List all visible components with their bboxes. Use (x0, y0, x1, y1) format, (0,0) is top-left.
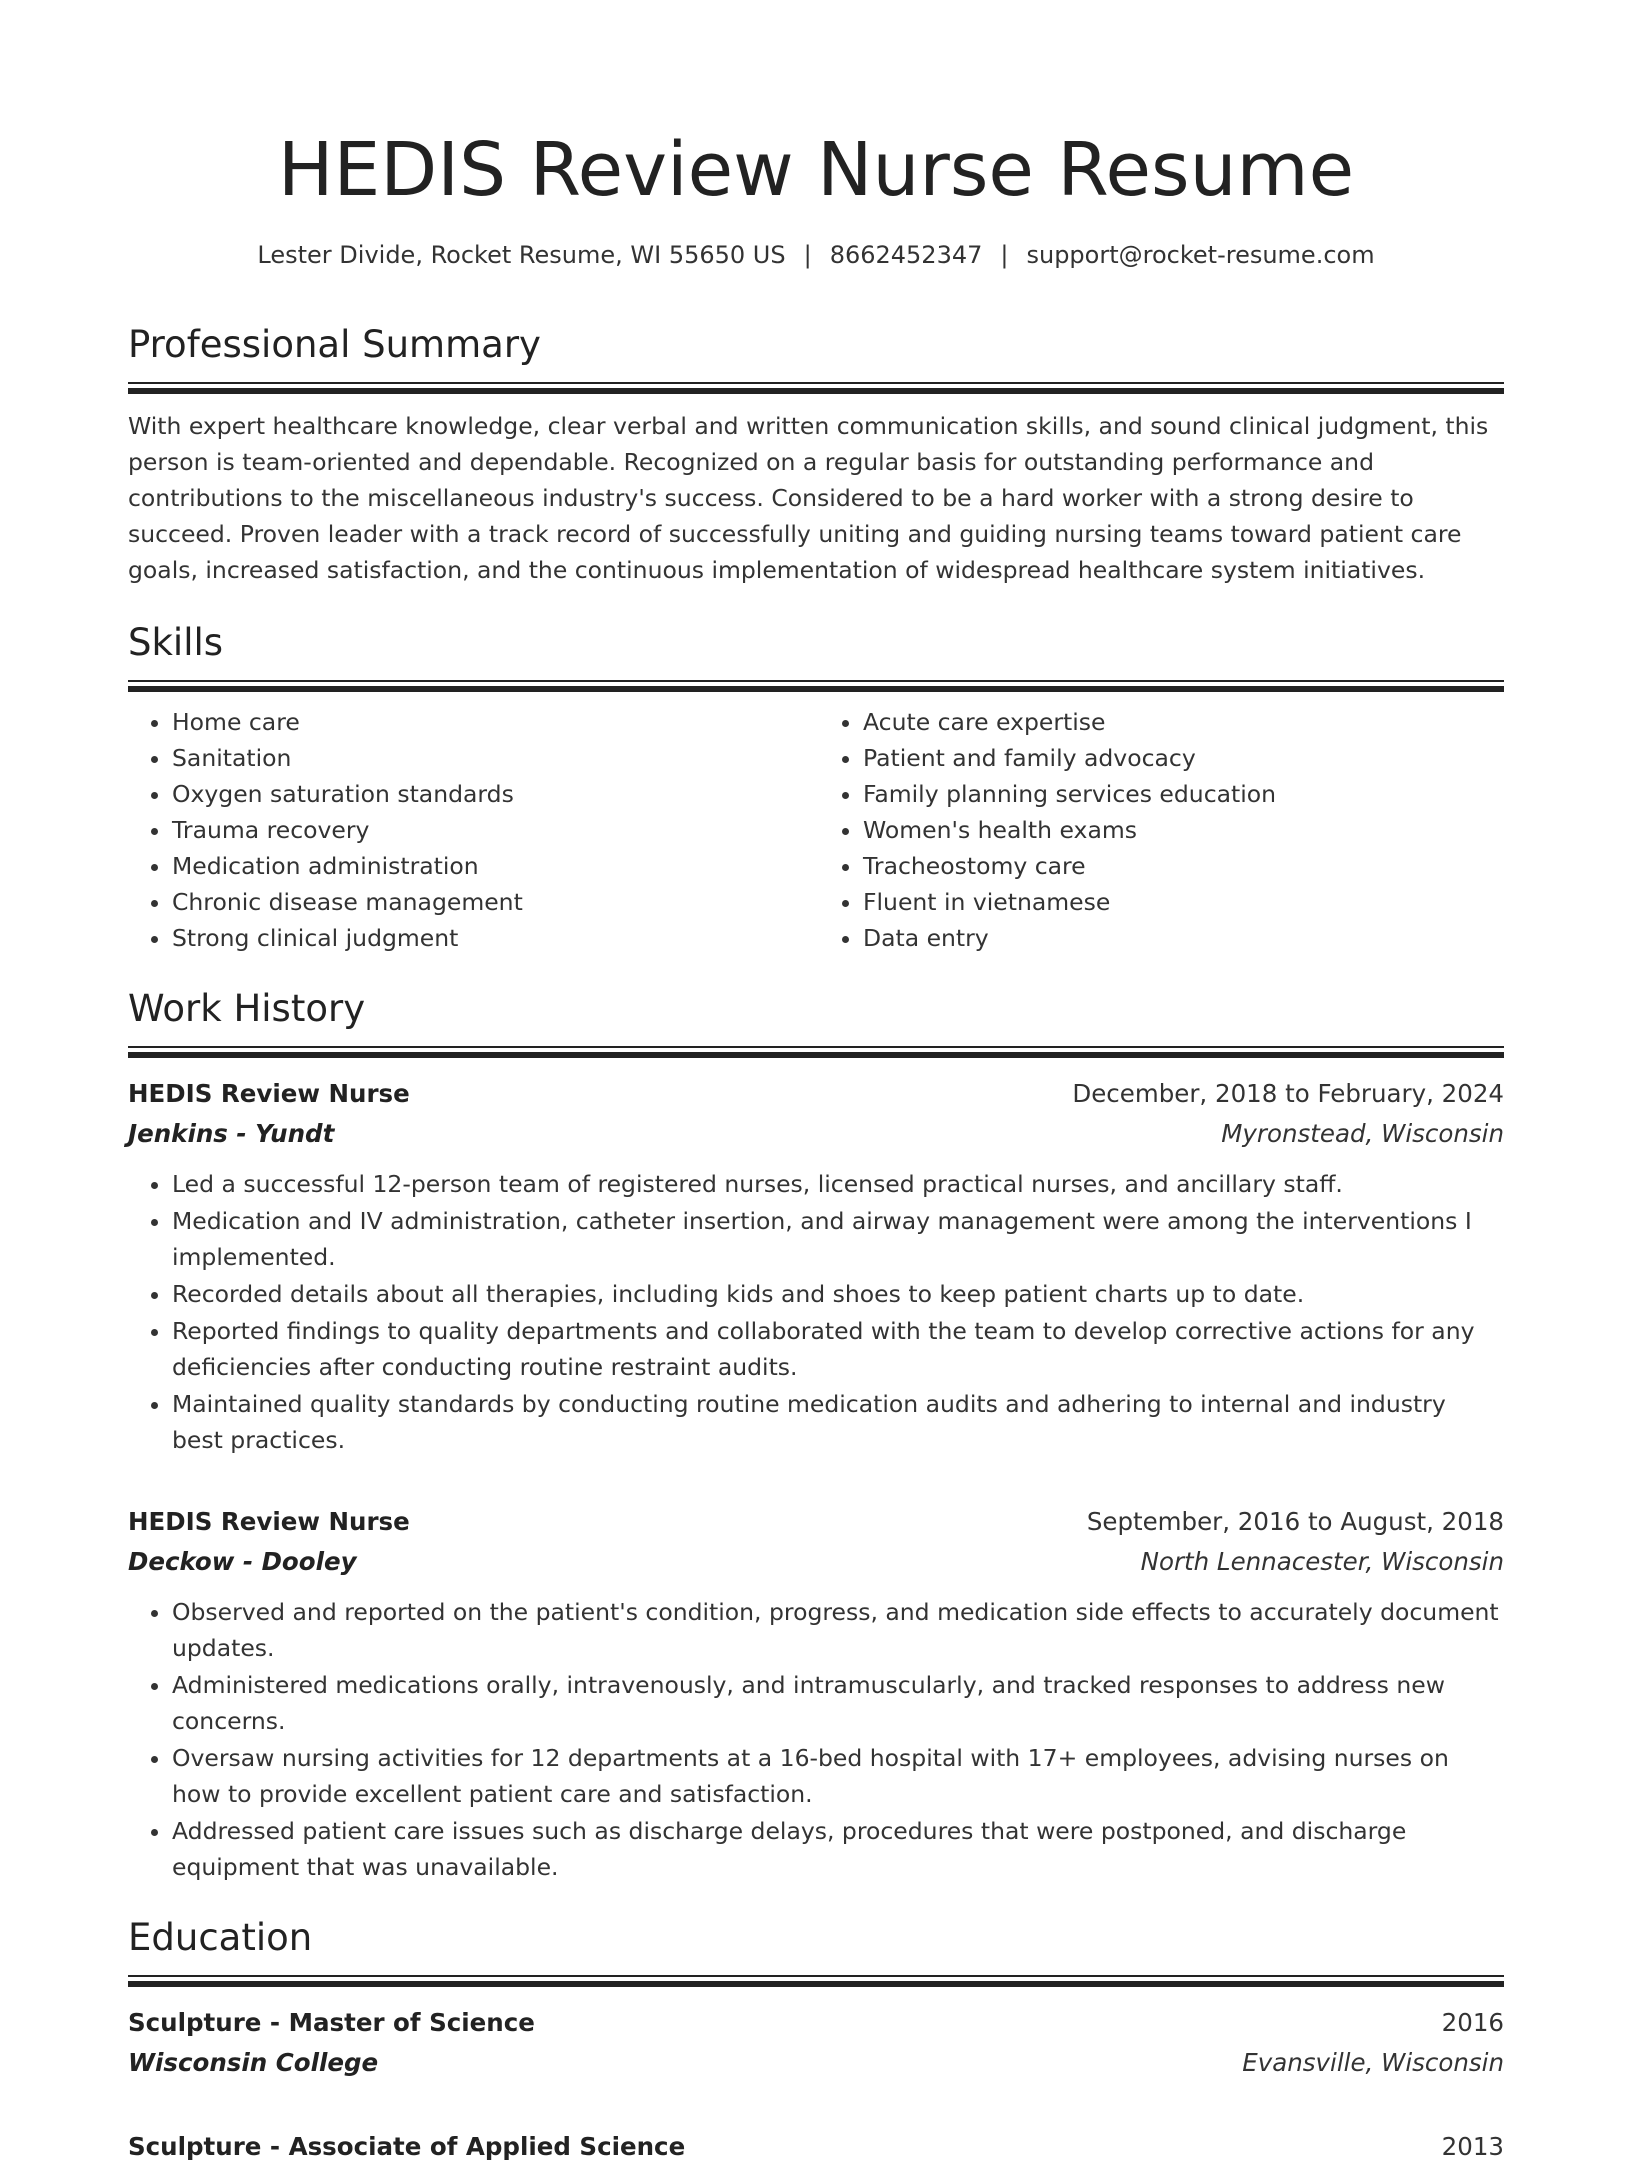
education-degree: Sculpture - Master of Science (128, 2008, 535, 2037)
education-year: 2013 (1441, 2132, 1504, 2161)
skills-heading: Skills (128, 621, 224, 664)
skill-item: • Sanitation (172, 740, 813, 776)
summary-section (128, 320, 1504, 588)
section-divider (128, 1975, 1504, 1987)
job-dates: December, 2018 to February, 2024 (1072, 1079, 1504, 1108)
section-divider (128, 1046, 1504, 1058)
skill-item: • Trauma recovery (172, 812, 813, 848)
job-bullet: • Administered medications orally, intravenously, and intramuscularly, and tracked responses to address new concerns. (172, 1667, 1504, 1739)
job-subheader-row (128, 1542, 1504, 1582)
skill-item: • Strong clinical judgment (172, 920, 813, 956)
education-header-row (128, 2003, 1504, 2043)
job-entry (128, 1502, 1504, 1885)
education-section (128, 1913, 1504, 2167)
job-location: North Lennacester, Wisconsin (1140, 1547, 1504, 1576)
skill-item: • Home care (172, 704, 813, 740)
contact-separator: | (1000, 241, 1009, 269)
job-company: Deckow - Dooley (128, 1547, 357, 1576)
job-bullet: • Observed and reported on the patient's condition, progress, and medication side effects to accurately document updates. (172, 1594, 1504, 1666)
education-heading: Education (128, 1916, 313, 1959)
skills-list-right (813, 704, 1504, 956)
job-bullet: • Oversaw nursing activities for 12 departments at a 16-bed hospital with 17+ employees, advising nurses on how to provide excellent patient care and satisfaction. (172, 1740, 1504, 1812)
resume-title: HEDIS Review Nurse Resume (277, 127, 1355, 213)
skill-item: • Chronic disease management (172, 884, 813, 920)
skill-item: • Data entry (863, 920, 1504, 956)
education-location: Evansville, Wisconsin (1242, 2048, 1504, 2077)
work-history-section (128, 984, 1504, 1885)
education-year: 2016 (1441, 2008, 1504, 2037)
skills-columns (128, 704, 1504, 956)
skill-item: • Patient and family advocacy (863, 740, 1504, 776)
job-bullet: • Reported findings to quality departments and collaborated with the team to develop corrective actions for any deficiencies after conducting routine restraint audits. (172, 1313, 1504, 1385)
job-title: HEDIS Review Nurse (128, 1507, 410, 1536)
skill-item: • Fluent in vietnamese (863, 884, 1504, 920)
skill-item: • Family planning services education (863, 776, 1504, 812)
education-entry (128, 2003, 1504, 2083)
job-bullet: • Maintained quality standards by conducting routine medication audits and adhering to internal and industry best practices. (172, 1386, 1504, 1458)
contact-email: support@rocket-resume.com (1026, 241, 1375, 269)
job-company: Jenkins - Yundt (128, 1119, 335, 1148)
education-subheader-row (128, 2043, 1504, 2083)
section-divider (128, 382, 1504, 394)
skill-item: • Women's health exams (863, 812, 1504, 848)
summary-heading: Professional Summary (128, 323, 541, 366)
contact-address: Lester Divide, Rocket Resume, WI 55650 US (257, 241, 786, 269)
skill-item: • Tracheostomy care (863, 848, 1504, 884)
education-degree: Sculpture - Associate of Applied Science (128, 2132, 686, 2161)
contact-phone: 8662452347 (829, 241, 983, 269)
job-bullet: • Addressed patient care issues such as discharge delays, procedures that were postponed, and discharge equipment that was unavailable. (172, 1813, 1504, 1885)
contact-separator: | (803, 241, 812, 269)
summary-text: With expert healthcare knowledge, clear verbal and written communication skills, and sound clinical judgment, this person is team-oriented and dependable. Recognized on a regular basis for outstanding performance and contributions to the miscellaneous industry's success. Considered to be a hard worker with a strong desire to succeed. Proven leader with a track record of successfully uniting and guiding nursing teams toward patient care goals, increased satisfaction, and the continuous implementation of widespread healthcare system initiatives. (128, 412, 1489, 584)
job-bullets (128, 1594, 1504, 1885)
job-bullet: • Led a successful 12-person team of registered nurses, licensed practical nurses, and ancillary staff. (172, 1166, 1504, 1202)
education-school: Wisconsin College (128, 2048, 379, 2077)
job-title: HEDIS Review Nurse (128, 1079, 410, 1108)
resume-content (128, 120, 1504, 2167)
job-bullet: • Recorded details about all therapies, including kids and shoes to keep patient charts up to date. (172, 1276, 1504, 1312)
job-header-row (128, 1074, 1504, 1114)
skill-item: • Oxygen saturation standards (172, 776, 813, 812)
section-divider (128, 680, 1504, 692)
job-entry (128, 1074, 1504, 1458)
skill-item: • Acute care expertise (863, 704, 1504, 740)
education-header-row (128, 2127, 1504, 2167)
contact-line (128, 238, 1504, 272)
job-subheader-row (128, 1114, 1504, 1154)
skills-list-left (128, 704, 813, 956)
job-bullet: • Medication and IV administration, catheter insertion, and airway management were among the interventions I implemented. (172, 1203, 1504, 1275)
job-header-row (128, 1502, 1504, 1542)
job-location: Myronstead, Wisconsin (1221, 1119, 1504, 1148)
job-bullets (128, 1166, 1504, 1458)
skill-item: • Medication administration (172, 848, 813, 884)
job-dates: September, 2016 to August, 2018 (1086, 1507, 1504, 1536)
skills-section (128, 618, 1504, 956)
work-history-heading: Work History (128, 987, 366, 1030)
education-entry (128, 2127, 1504, 2167)
